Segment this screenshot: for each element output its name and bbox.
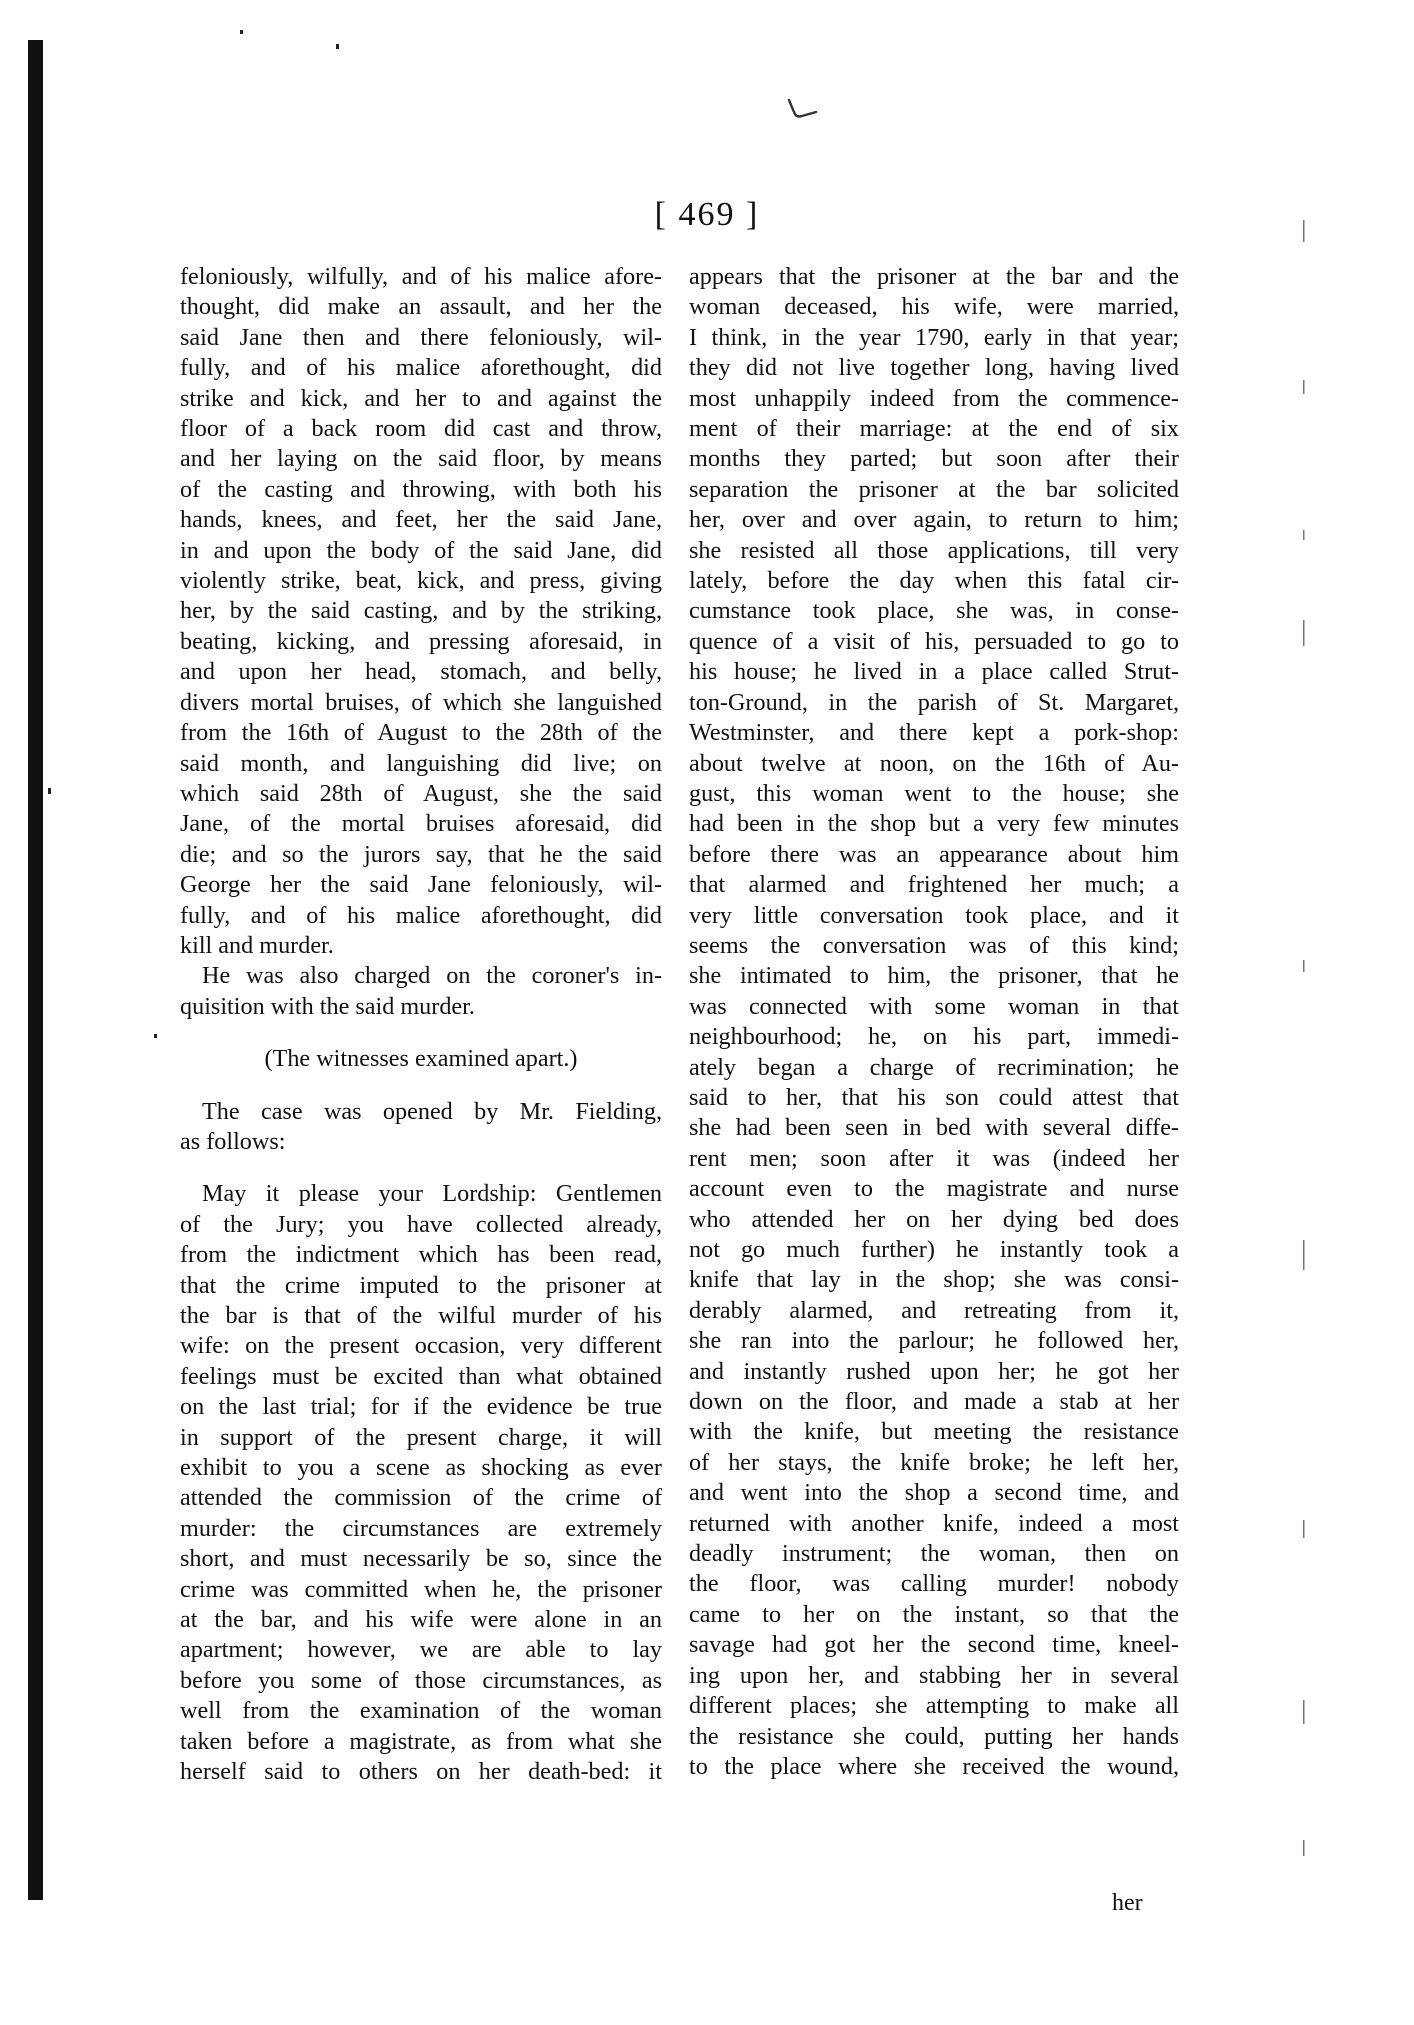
text-line: murder: the circumstances are extremely [180, 1514, 662, 1542]
text-line: wife: on the present occasion, very different [180, 1332, 662, 1360]
text-line: separation the prisoner at the bar solicited [689, 475, 1179, 503]
text-line: George her the said Jane feloniously, wil- [180, 871, 662, 899]
text-line: she intimated to him, the prisoner, that he [689, 962, 1179, 990]
text-line: fully, and of his malice aforethought, did [180, 354, 662, 382]
text-line: May it please your Lordship: Gentlemen [202, 1180, 662, 1208]
text-line: had been in the shop but a very few minutes [689, 810, 1179, 838]
text-line: die; and so the jurors say, that he the said [180, 840, 662, 868]
text-line: gust, this woman went to the house; she [689, 779, 1179, 807]
text-line: savage had got her the second time, kneel- [689, 1631, 1179, 1659]
paragraph-gap [180, 1022, 662, 1044]
text-line: knife that lay in the shop; she was consi- [689, 1266, 1179, 1294]
text-line: appears that the prisoner at the bar and the [689, 263, 1179, 290]
text-line: taken before a magistrate, as from what she [180, 1727, 662, 1755]
text-line: of the casting and throwing, with both his [180, 475, 662, 503]
ink-speck [48, 788, 51, 794]
text-line: account even to the magistrate and nurse [689, 1175, 1179, 1203]
text-line: ment of their marriage: at the end of six [689, 415, 1179, 443]
text-line: she ran into the parlour; he followed her, [689, 1327, 1179, 1355]
text-line: Jane, of the mortal bruises aforesaid, did [180, 810, 662, 838]
text-line: she resisted all those applications, till very [689, 536, 1179, 564]
text-line: beating, kicking, and pressing aforesaid, in [180, 627, 662, 655]
text-line: they did not live together long, having lived [689, 354, 1179, 382]
text-line: from the indictment which has been read, [180, 1241, 662, 1269]
text-line: short, and must necessarily be so, since the [180, 1545, 662, 1573]
text-line: said to her, that his son could attest that [689, 1083, 1179, 1111]
text-line: lately, before the day when this fatal cir- [689, 567, 1179, 595]
book-spine-shadow [28, 40, 43, 1900]
text-line: her, over and over again, to return to him; [689, 506, 1179, 534]
ink-speck [336, 44, 339, 49]
text-line: the resistance she could, putting her hands [689, 1722, 1179, 1750]
text-line: most unhappily indeed from the commence- [689, 384, 1179, 412]
text-line: apartment; however, we are able to lay [180, 1636, 662, 1664]
text-line: her, by the said casting, and by the striking, [180, 597, 662, 625]
text-line: who attended her on her dying bed does [689, 1205, 1179, 1233]
ink-speck [240, 30, 243, 34]
section-heading: (The witnesses examined apart.) [264, 1045, 578, 1073]
text-line: before you some of those circumstances, as [180, 1666, 662, 1694]
text-line: the floor, was calling murder! nobody [689, 1570, 1179, 1598]
text-line: strike and kick, and her to and against the [180, 384, 662, 412]
text-line: came to her on the instant, so that the [689, 1600, 1179, 1628]
text-line: at the bar, and his wife were alone in an [180, 1606, 662, 1634]
text-line: was connected with some woman in that [689, 992, 1179, 1020]
text-line: hands, knees, and feet, her the said Jane, [180, 506, 662, 534]
text-line: on the last trial; for if the evidence be true [180, 1393, 662, 1421]
text-line: cumstance took place, she was, in conse- [689, 597, 1179, 625]
text-line: with the knife, but meeting the resistance [689, 1418, 1179, 1446]
text-line: she had been seen in bed with several diffe- [689, 1114, 1179, 1142]
text-line: returned with another knife, indeed a most [689, 1509, 1179, 1537]
text-line: which said 28th of August, she the said [180, 779, 662, 807]
text-line: thought, did make an assault, and her the [180, 293, 662, 321]
text-line: woman deceased, his wife, were married, [689, 293, 1179, 321]
text-line: and her laying on the said floor, by means [180, 445, 662, 473]
text-line: very little conversation took place, and it [689, 901, 1179, 929]
right-column [689, 262, 1179, 1782]
text-line: feloniously, wilfully, and of his malice afore- [180, 263, 662, 290]
text-line: and upon her head, stomach, and belly, [180, 658, 662, 686]
text-line: herself said to others on her death-bed: it [180, 1758, 662, 1786]
catchword: her [1112, 1890, 1143, 1916]
text-line: that the crime imputed to the prisoner at [180, 1271, 662, 1299]
left-column [180, 262, 662, 1788]
text-line: quence of a visit of his, persuaded to go to [689, 627, 1179, 655]
text-line: different places; she attempting to make all [689, 1692, 1179, 1720]
text-line: before there was an appearance about him [689, 840, 1179, 868]
text-line: not go much further) he instantly took a [689, 1236, 1179, 1263]
text-line: ately began a charge of recrimination; he [689, 1053, 1179, 1081]
text-line: of her stays, the knife broke; he left her, [689, 1448, 1179, 1476]
text-line: divers mortal bruises, of which she languished [180, 688, 662, 716]
text-line: violently strike, beat, kick, and press, giving [180, 567, 662, 595]
text-line: feelings must be excited than what obtained [180, 1362, 662, 1390]
text-line: rent men; soon after it was (indeed her [689, 1144, 1179, 1172]
text-line: to the place where she received the wound, [689, 1752, 1179, 1780]
text-line: from the 16th of August to the 28th of the [180, 719, 662, 747]
paragraph-gap [180, 1075, 662, 1097]
text-line: down on the floor, and made a stab at her [689, 1388, 1179, 1416]
text-line: fully, and of his malice aforethought, did [180, 901, 662, 929]
pencil-mark [786, 98, 820, 124]
text-line: derably alarmed, and retreating from it, [689, 1296, 1179, 1324]
text-line: crime was committed when he, the prisoner [180, 1575, 662, 1603]
text-line: Westminster, and there kept a pork-shop: [689, 719, 1179, 747]
text-line: ing upon her, and stabbing her in several [689, 1661, 1179, 1689]
text-line: in and upon the body of the said Jane, did [180, 536, 662, 564]
text-line: He was also charged on the coroner's in- [202, 962, 662, 990]
text-line: exhibit to you a scene as shocking as ever [180, 1454, 662, 1482]
text-line: and instantly rushed upon her; he got her [689, 1357, 1179, 1385]
ink-speck [154, 1034, 157, 1038]
margin-scan-noise [1300, 200, 1308, 1900]
text-line: attended the commission of the crime of [180, 1484, 662, 1512]
text-line: I think, in the year 1790, early in that year; [689, 323, 1179, 351]
text-line: months they parted; but soon after their [689, 445, 1179, 473]
text-line: that alarmed and frightened her much; a [689, 871, 1179, 899]
text-line: well from the examination of the woman [180, 1697, 662, 1725]
text-line: about twelve at noon, on the 16th of Au- [689, 749, 1179, 777]
text-line: seems the conversation was of this kind; [689, 931, 1179, 959]
text-line: as follows: [180, 1127, 286, 1155]
text-line: said month, and languishing did live; on [180, 749, 662, 777]
paragraph-gap [180, 1157, 662, 1179]
page-number: [ 469 ] [654, 196, 760, 233]
text-line: floor of a back room did cast and throw, [180, 415, 662, 443]
text-line: ton-Ground, in the parish of St. Margaret, [689, 688, 1179, 716]
text-line: said Jane then and there feloniously, wil- [180, 323, 662, 351]
text-line: in support of the present charge, it will [180, 1423, 662, 1451]
text-line: his house; he lived in a place called Strut- [689, 658, 1179, 686]
text-line: and went into the shop a second time, and [689, 1479, 1179, 1507]
text-line: The case was opened by Mr. Fielding, [202, 1097, 662, 1125]
text-line: deadly instrument; the woman, then on [689, 1540, 1179, 1568]
text-line: of the Jury; you have collected already, [180, 1210, 662, 1238]
text-line: kill and murder. [180, 931, 334, 959]
text-line: neighbourhood; he, on his part, immedi- [689, 1023, 1179, 1051]
text-line: the bar is that of the wilful murder of his [180, 1302, 662, 1329]
text-line: quisition with the said murder. [180, 992, 475, 1020]
